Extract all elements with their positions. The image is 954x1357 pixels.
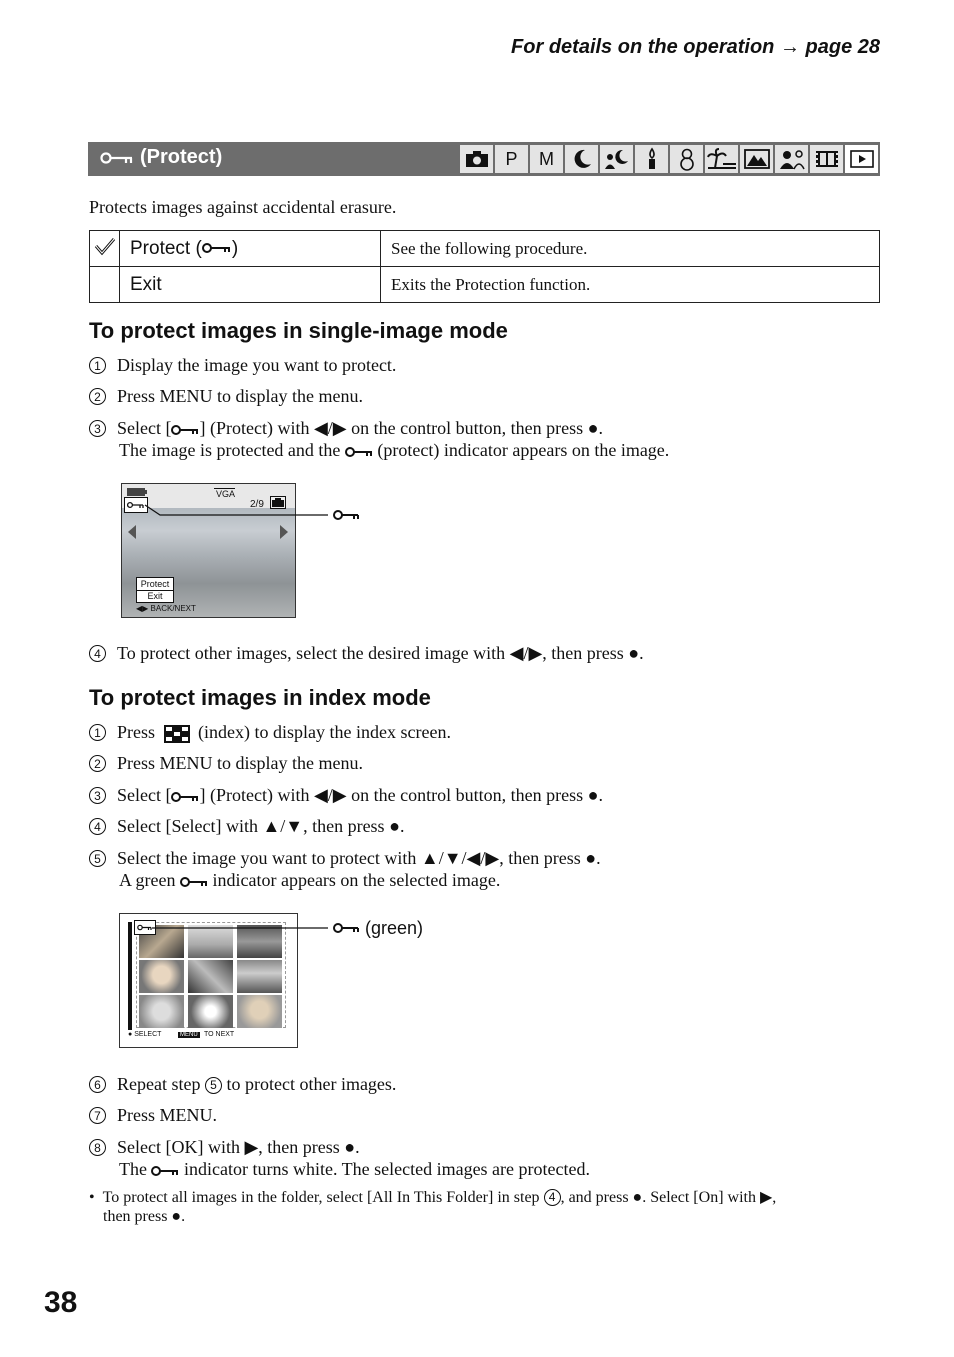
single-step-3 <box>89 418 603 439</box>
index-step-6 <box>89 1074 396 1095</box>
note-text-pre: To protect all images in the folder, select [All In This Folder] in step <box>102 1189 544 1206</box>
option-name: Exit <box>120 267 381 303</box>
page-reference: For details on the operation → page 28 <box>511 36 880 58</box>
to-next-hint: TO NEXT <box>204 1031 235 1038</box>
step-reference: 4 <box>544 1189 561 1206</box>
image-counter: 2/9 <box>250 499 264 510</box>
callout-line <box>140 495 380 525</box>
table-row <box>90 267 880 303</box>
thumbnail <box>237 960 282 993</box>
index-step-4 <box>89 816 404 837</box>
thumbnail <box>237 995 282 1028</box>
thumbnail <box>139 960 184 993</box>
index-step-3 <box>89 785 603 806</box>
banner-title <box>100 146 222 169</box>
step-text-pre: Select [ <box>117 785 172 805</box>
index-button-icon <box>164 725 190 743</box>
step-text-post: to protect other images. <box>221 1074 397 1094</box>
camera-auto-icon <box>460 145 493 173</box>
step-text-post: ] (Protect) with ◀/▶ on the control button, then press ●. <box>199 418 603 438</box>
twilight-portrait-icon <box>600 145 633 173</box>
step-text-post: ] (Protect) with ◀/▶ on the control button, then press ●. <box>199 785 603 805</box>
thumbnail <box>139 995 184 1028</box>
landscape-icon <box>740 145 773 173</box>
program-mode-label: P <box>495 145 528 173</box>
protect-key-icon <box>180 876 208 888</box>
index-step-1 <box>89 722 451 743</box>
step-text <box>117 722 451 743</box>
option-name-text: Protect ( <box>130 237 202 259</box>
page-number: 38 <box>44 1286 78 1319</box>
protect-key-icon <box>137 924 152 931</box>
protect-key-icon <box>171 424 199 436</box>
step-number: 1 <box>89 357 106 374</box>
step-text: Press MENU to display the menu. <box>117 386 363 406</box>
protect-key-icon <box>100 151 134 165</box>
index-step-8 <box>89 1137 360 1158</box>
step-text: Display the image you want to protect. <box>117 355 397 375</box>
step-text-post: (index) to display the index screen. <box>193 722 451 742</box>
step-text <box>117 1074 396 1095</box>
protect-key-icon <box>151 1165 179 1177</box>
section-heading-index: To protect images in index mode <box>89 685 431 710</box>
index-step-7 <box>89 1105 217 1126</box>
previous-arrow-icon <box>127 524 137 540</box>
single-step-2 <box>89 386 363 407</box>
option-description: Exits the Protection function. <box>381 267 880 303</box>
protect-key-icon <box>202 242 232 254</box>
step-text: Select the image you want to protect with ▲/▼/◀/▶, then press ●. <box>117 848 601 868</box>
twilight-icon <box>565 145 598 173</box>
index-step-2 <box>89 753 363 774</box>
step-number: 2 <box>89 755 106 772</box>
option-description: See the following procedure. <box>381 231 880 267</box>
step-number: 1 <box>89 724 106 741</box>
step-text: To protect other images, select the desired image with ◀/▶, then press ●. <box>117 643 644 663</box>
thumbnail <box>188 995 233 1028</box>
step-text: Select [Select] with ▲/▼, then press ●. <box>117 816 405 836</box>
step-text-pre: Press <box>117 722 160 742</box>
protect-key-icon <box>171 791 199 803</box>
green-callout-label: (green) <box>365 918 424 938</box>
step-number: 3 <box>89 420 106 437</box>
step-text <box>117 418 603 439</box>
step-number: 8 <box>89 1139 106 1156</box>
menu-item-protect: Protect <box>136 577 174 591</box>
index-step-5 <box>89 848 601 869</box>
table-row <box>90 231 880 267</box>
manual-mode-label: M <box>530 145 563 173</box>
step-number: 6 <box>89 1076 106 1093</box>
playback-icon <box>845 145 878 173</box>
menu-item-exit: Exit <box>136 590 174 603</box>
note-text-post: , and press ●. Select [On] with ▶, <box>560 1189 777 1206</box>
step-text: Press MENU. <box>117 1105 218 1125</box>
step-reference: 5 <box>205 1077 222 1094</box>
step-text-pre: Select [ <box>117 418 172 438</box>
step-number: 3 <box>89 787 106 804</box>
scroll-bar <box>128 922 132 1030</box>
step-text: Select [OK] with ▶, then press ●. <box>117 1137 360 1157</box>
intro-text: Protects images against accidental erasure. <box>89 197 397 217</box>
options-table <box>89 230 880 303</box>
image-size-label: VGA <box>216 489 236 499</box>
step-text <box>117 785 603 806</box>
empty-check-cell <box>90 267 120 303</box>
next-arrow-icon <box>279 524 289 540</box>
single-step-3-continued <box>119 440 669 461</box>
continued-text-post: indicator turns white. The selected images are protected. <box>179 1159 590 1179</box>
continued-text-post: (protect) indicator appears on the image. <box>372 440 670 460</box>
note-line-1 <box>89 1187 889 1207</box>
mode-icon-strip <box>460 145 878 173</box>
note-line-2: then press ●. <box>103 1208 186 1225</box>
continued-text-post: indicator appears on the selected image. <box>207 870 501 890</box>
continued-text-pre: The <box>119 1159 152 1179</box>
candle-icon <box>635 145 668 173</box>
continued-text-pre: A green <box>119 870 180 890</box>
index-step-5-continued <box>119 870 500 891</box>
step-number: 5 <box>89 850 106 867</box>
single-step-4 <box>89 643 644 664</box>
select-hint-text: SELECT <box>134 1031 162 1038</box>
continued-text-pre: The image is protected and the <box>119 440 345 460</box>
section-heading-single: To protect images in single-image mode <box>89 318 508 343</box>
thumbnail <box>188 960 233 993</box>
select-hint: ● SELECT <box>128 1031 162 1038</box>
soft-snap-icon <box>775 145 808 173</box>
section-banner <box>88 142 880 176</box>
snow-icon <box>670 145 703 173</box>
index-step-8-continued <box>119 1159 590 1180</box>
bullet-marker: • <box>89 1189 103 1206</box>
beach-icon <box>705 145 738 173</box>
selected-check-cell <box>90 231 120 267</box>
checkmark-icon <box>94 236 116 256</box>
callout-line <box>152 920 362 940</box>
single-step-1 <box>89 355 396 376</box>
movie-icon <box>810 145 843 173</box>
step-text-pre: Repeat step <box>117 1074 205 1094</box>
option-name-suffix: ) <box>231 237 239 259</box>
banner-title-text: (Protect) <box>140 146 223 168</box>
step-text: Press MENU to display the menu. <box>117 753 363 773</box>
step-number: 2 <box>89 388 106 405</box>
option-name <box>120 231 381 267</box>
step-number: 4 <box>89 818 106 835</box>
back-next-hint: ◀▶ BACK/NEXT <box>136 604 196 613</box>
protect-key-icon <box>345 446 373 458</box>
step-number: 7 <box>89 1107 106 1124</box>
menu-hint-badge: MENU <box>180 1032 198 1038</box>
step-number: 4 <box>89 645 106 662</box>
